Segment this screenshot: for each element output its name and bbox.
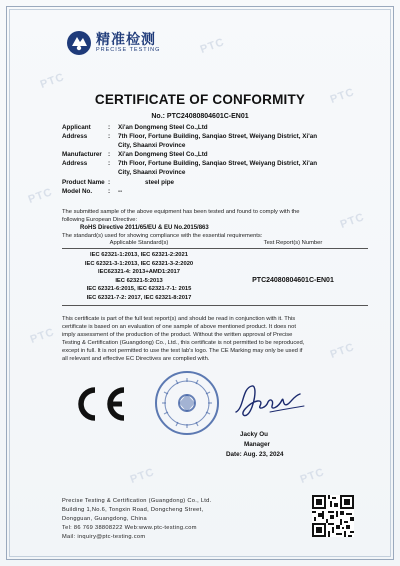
- notice-line: all relevant and effective EC Directives are complied with.: [62, 356, 210, 362]
- standard-item: IEC 62321-7-2: 2017, IEC 62321-8:2017: [86, 294, 192, 301]
- watermark: PTC: [328, 86, 357, 106]
- applicable-standards-header: Applicable Standard(s): [109, 240, 169, 246]
- field-colon: :: [108, 179, 111, 186]
- standards-intro: The standard(s) used for showing compliance with the essential requirements:: [62, 233, 263, 239]
- footer-email: Mail: inquiry@ptc-testing.com: [62, 534, 146, 540]
- table-divider: [62, 248, 368, 249]
- compliance-line: following European Directive:: [62, 217, 138, 223]
- footer-contact: Tel: 86 769 38808222 Web:www.ptc-testing.com: [62, 525, 197, 531]
- certificate-number: No.: PTC24080804601C-EN01: [151, 113, 249, 120]
- field-colon: :: [108, 160, 111, 167]
- watermark: PTC: [38, 71, 67, 91]
- field-colon: :: [108, 188, 111, 195]
- compliance-statement: [62, 208, 362, 224]
- directive-text: RoHS Directive 2011/65/EU & EU No.2015/863: [80, 225, 209, 231]
- notice-line: certificate is based on an evaluation of one sample of above mentioned product. It does not: [62, 324, 296, 330]
- manufacturer-label: Manufacturer: [62, 151, 102, 158]
- standard-item: IEC 62321-6:2015, IEC 62321-7-1: 2015: [86, 286, 192, 292]
- applicant-label: Applicant: [62, 124, 91, 131]
- footer-company: Precise Testing & Certification (Guangdong) Co., Ltd.: [62, 498, 212, 504]
- product-name-label: Product Name: [62, 179, 105, 186]
- field-colon: :: [108, 151, 111, 158]
- signatory-name: Jacky Ou: [240, 431, 269, 438]
- watermark: PTC: [128, 466, 157, 486]
- standard-item: IEC62321-4: 2013+AMD1:2017: [97, 269, 180, 275]
- watermark: PTC: [328, 341, 357, 361]
- manufacturer-value: Xi'an Dongmeng Steel Co.,Ltd: [118, 151, 208, 158]
- signatory-title: Manager: [244, 441, 270, 448]
- notice-line: Testing & Certification (Guangdong) Co., Ltd., this certificate is not permitted to be reproduced,: [62, 340, 305, 346]
- standard-item: IEC 62321-3-1:2013, IEC 62321-3-2:2020: [84, 260, 194, 267]
- manufacturer-address-line-1: 7th Floor, Fortune Building, Sanqiao Street, Weiyang District, Xi'an: [118, 160, 318, 167]
- watermark: PTC: [338, 211, 367, 231]
- notice-line: This certificate is part of the full test report(s) and should be read in conjunction with it. This: [62, 316, 296, 322]
- company-logo: [66, 30, 160, 56]
- field-colon: :: [108, 124, 111, 131]
- model-no-label: Model No.: [62, 188, 93, 195]
- logo-english-text: PRECISE TESTING: [96, 47, 161, 54]
- applicant-value: Xi'an Dongmeng Steel Co.,Ltd: [118, 124, 208, 131]
- field-colon: :: [108, 133, 111, 140]
- ce-mark-icon: [68, 384, 130, 424]
- signature-icon: [230, 378, 308, 422]
- logo-chinese-text: 精准检测: [96, 31, 156, 48]
- footer-address-line-1: Building 1,No.6, Tongxin Road, Dongcheng Street,: [62, 507, 204, 513]
- notice-paragraph: [62, 315, 362, 363]
- watermark: PTC: [298, 466, 327, 486]
- standard-item: IEC 62321-5:2013: [115, 277, 163, 284]
- standard-item: IEC 62321-1:2013, IEC 62321-2:2021: [90, 252, 188, 258]
- logo-mark-icon: [66, 30, 92, 56]
- model-no-value: --: [118, 188, 123, 195]
- manufacturer-address-line-2: City, Shaanxi Province: [118, 169, 186, 176]
- notice-line: except in full. It is not permitted to use the test lab's logo. The CE Marking may only be used if: [62, 348, 303, 354]
- table-divider: [62, 305, 368, 306]
- test-report-header: Test Report(s) Number: [263, 240, 323, 246]
- product-name-value: steel pipe: [145, 179, 175, 186]
- watermark: PTC: [198, 36, 227, 56]
- compliance-line: The submitted sample of the above equipment has been tested and found to comply with the: [62, 209, 300, 215]
- watermark: PTC: [26, 186, 55, 206]
- applicant-address-line-1: 7th Floor, Fortune Building, Sanqiao Street, Weiyang District, Xi'an: [118, 133, 318, 140]
- notice-line: imply assessment of the production of the product. Without the written approval of Precise: [62, 332, 293, 338]
- company-seal-icon: [154, 370, 220, 436]
- qr-code-icon: [312, 495, 354, 537]
- applicant-address-label: Address: [62, 133, 88, 140]
- watermark: PTC: [28, 326, 57, 346]
- certificate-title: CERTIFICATE OF CONFORMITY: [94, 92, 306, 107]
- footer-address-line-2: Dongguan, Guangdong, China: [62, 516, 147, 522]
- report-number: PTC24080804601C-EN01: [252, 277, 334, 284]
- manufacturer-address-label: Address: [62, 160, 88, 167]
- issue-date: Date: Aug. 23, 2024: [226, 451, 284, 458]
- applicant-address-line-2: City, Shaanxi Province: [118, 142, 186, 149]
